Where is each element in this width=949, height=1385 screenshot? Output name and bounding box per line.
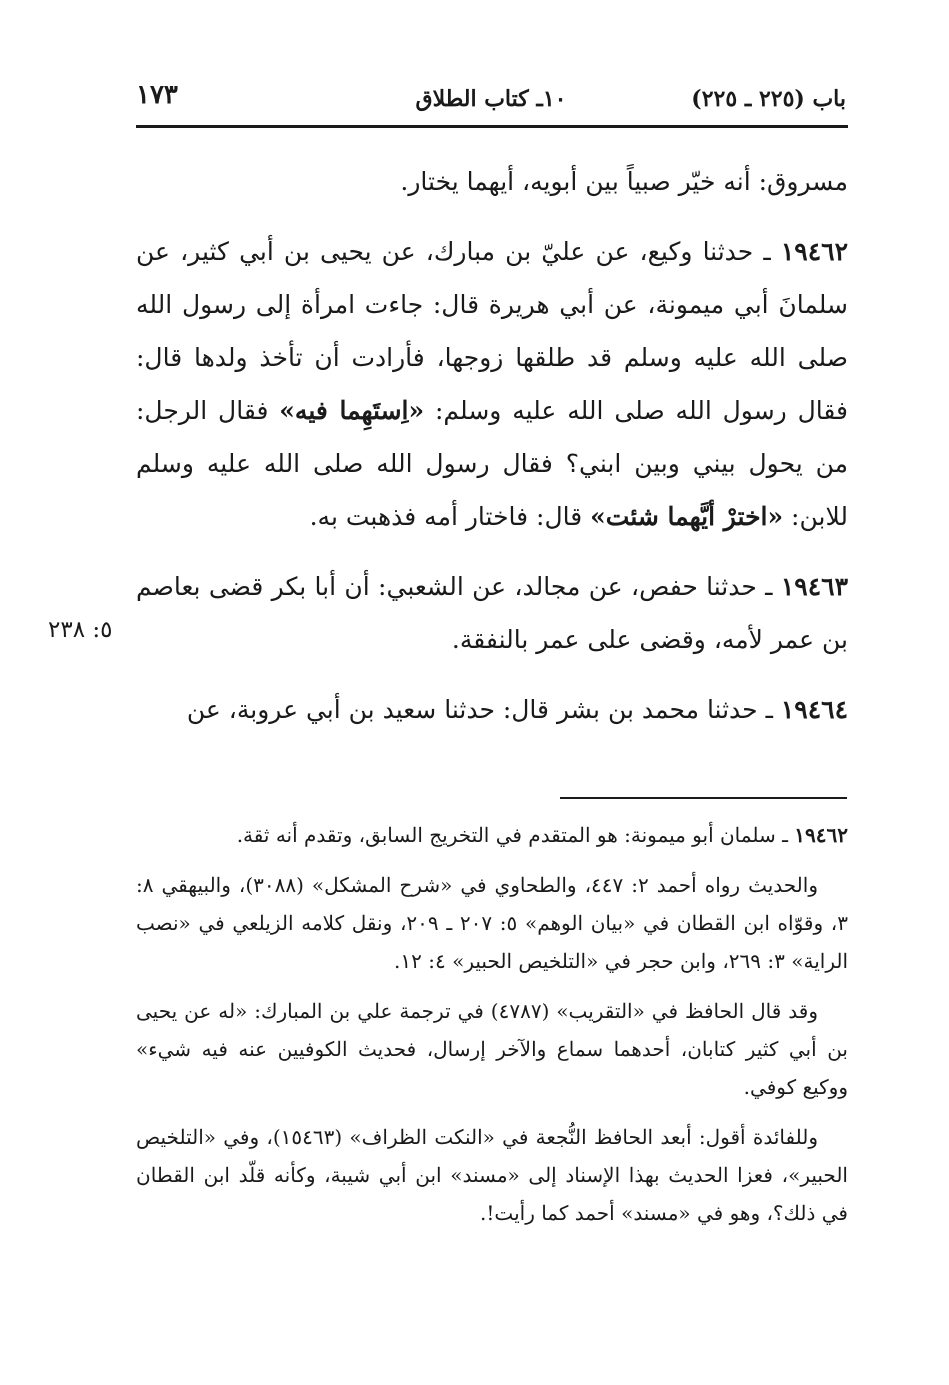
footnotes (136, 816, 848, 1244)
hadith-19462 (136, 225, 848, 543)
footnote-paragraph: وقد قال الحافظ في «التقريب» (٤٧٨٧) في ترجمة علي بن المبارك: «له عن يحيى بن أبي كثير كتابان، أحدهما سماع والآخر إرسال، فحديث الكوفيين عنه فيه شيء» ووكيع كوفي. (136, 999, 848, 1099)
hadith-text: قال: فاختار أمه فذهبت به. (309, 502, 591, 531)
book-title: ١٠ـ كتاب الطلاق (415, 86, 567, 112)
hadith-19464 (136, 683, 848, 736)
paragraph-text: مسروق: أنه خيّر صبياً بين أبويه، أيهما يختار. (400, 167, 848, 196)
hadith-number: ١٩٤٦٢ (780, 237, 848, 266)
page-number: ١٧٣ (136, 80, 178, 110)
hadith-text: ـ حدثنا حفص، عن مجالد، عن الشعبي: أن أبا بكر قضى بعاصم بن عمر لأمه، وقضى على عمر بالنفقة. (136, 572, 848, 654)
footnote-paragraph: وللفائدة أقول: أبعد الحافظ النُّجعة في «النكت الظراف» (١٥٤٦٣)، وفي «التلخيص الحبير»، فعزا الحديث بهذا الإسناد إلى «مسند» ابن أبي شيبة، وكأنه قلّد ابن القطان في ذلك؟، وهو في «مسند» أحمد كما رأيت!. (136, 1125, 848, 1225)
margin-reference: ٥: ٢٣٨ (48, 617, 113, 643)
hadith-number: ١٩٤٦٣ (780, 572, 848, 601)
footnote-text: ـ سلمان أبو ميمونة: هو المتقدم في التخريج السابق، وتقدم أنه ثقة. (236, 823, 795, 847)
hadith-text: فقال الرجل: من يحول بيني وبين ابني؟ فقال رسول الله صلى الله عليه وسلم للابن: (136, 396, 848, 531)
main-text (136, 155, 848, 753)
prophetic-quote: «اخترْ أيَّهما شئت» (590, 502, 784, 531)
footnote-paragraph: والحديث رواه أحمد ٢: ٤٤٧، والطحاوي في «شرح المشكل» (٣٠٨٨)، والبيهقي ٨: ٣، وقوّاه ابن القطان في «بيان الوهم» ٥: ٢٠٧ ـ ٢٠٩، ونقل كلامه الزيلعي في «نصب الراية» ٣: ٢٦٩، وابن حجر في «التلخيص الحبير» ٤: ١٢. (136, 873, 849, 973)
hadith-19463 (136, 560, 848, 666)
footnote-number: ١٩٤٦٢ (794, 823, 848, 847)
header-rule (136, 125, 848, 128)
prophetic-quote: «اِستَهِما فيه» (279, 396, 425, 425)
chapter-heading: باب (٢٢٥ ـ ٢٢٥) (691, 86, 846, 112)
footnote-19462 (136, 816, 848, 854)
hadith-number: ١٩٤٦٤ (780, 695, 848, 724)
hadith-text: ـ حدثنا وكيع، عن عليّ بن مبارك، عن يحيى بن أبي كثير، عن سلمانَ أبي ميمونة، عن أبي هريرة قال: جاءت امرأة إلى رسول الله صلى الله عليه وسلم قد طلقها زوجها، فأرادت أن تأخذ ولدها قال: فقال رسول الله صلى الله عليه وسلم: (136, 237, 848, 425)
hadith-text: ـ حدثنا محمد بن بشر قال: حدثنا سعيد بن أبي عروبة، عن (186, 695, 781, 724)
page-header (136, 78, 846, 118)
footnote-rule (560, 797, 847, 799)
paragraph-continuation (136, 155, 848, 208)
